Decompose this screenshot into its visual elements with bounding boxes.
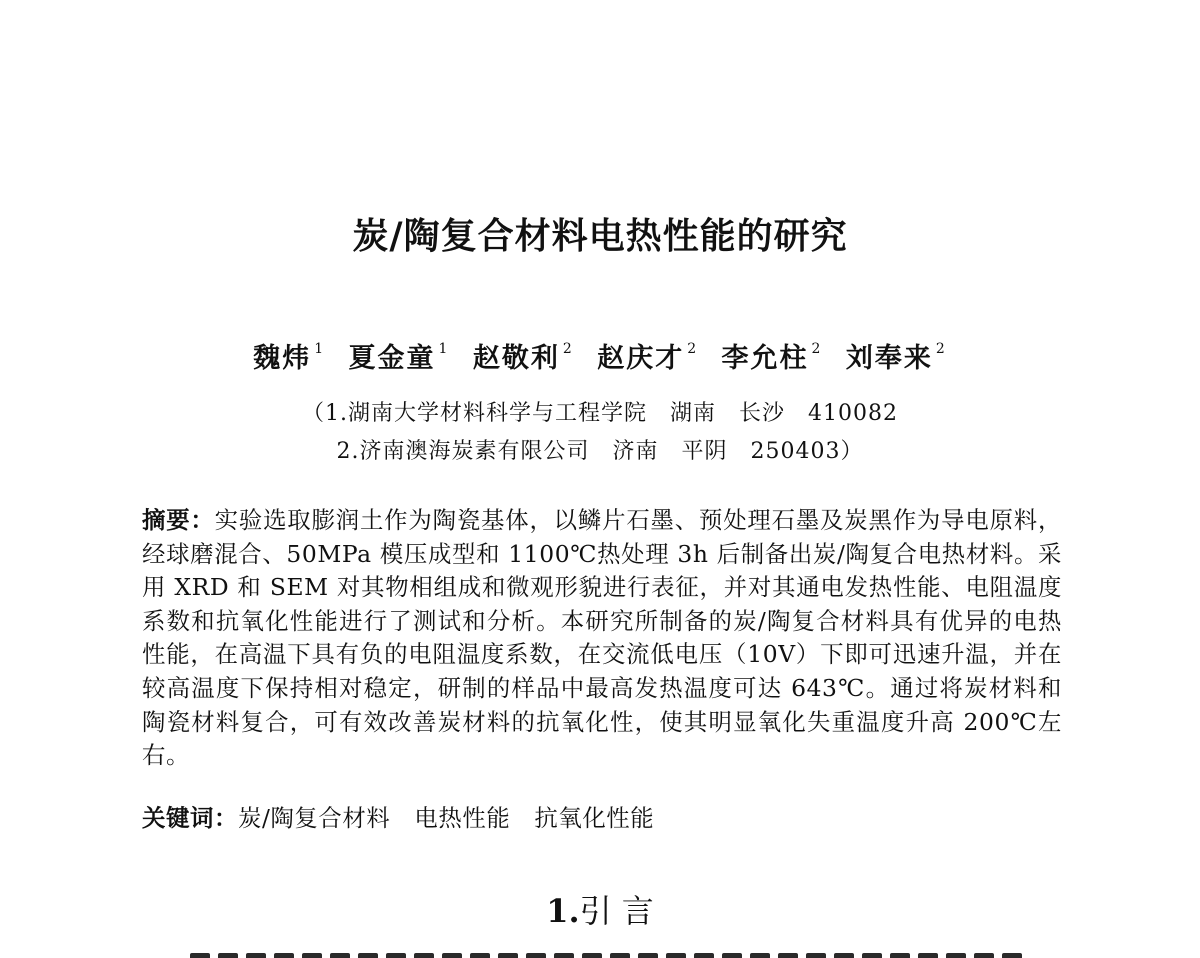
author (597, 343, 698, 374)
author-list (0, 336, 1200, 375)
author-name: 夏金童 (348, 343, 436, 374)
abstract (142, 504, 1062, 773)
keywords-text: 炭/陶复合材料 电热性能 抗氧化性能 (237, 804, 655, 832)
author-name: 李允柱 (721, 343, 809, 374)
keywords (142, 802, 1062, 836)
abstract-label: 摘要： (142, 506, 215, 534)
truncated-body-text (190, 944, 1060, 958)
author-name: 赵敬利 (472, 343, 560, 374)
author (253, 343, 325, 374)
author-affiliation-mark: 2 (935, 341, 947, 357)
author-affiliation-mark: 1 (438, 341, 450, 357)
section-number: 1. (546, 892, 580, 930)
affiliation-2: 2.济南澳海炭素有限公司 济南 平阴 250403） (336, 439, 864, 464)
section-heading (0, 886, 1200, 932)
author-affiliation-mark: 2 (562, 341, 574, 357)
section-title: 引 言 (579, 892, 654, 930)
keywords-label: 关键词： (142, 804, 238, 832)
abstract-text: 实验选取膨润土作为陶瓷基体，以鳞片石墨、预处理石墨及炭黑作为导电原料，经球磨混合、50MPa 模压成型和 1100℃热处理 3h 后制备出炭/陶复合电热材料。采用 XRD 和 SEM 对其物相组成和微观形貌进行表征，并对其通电发热性能、电阻温度系数和抗氧化性能进行了测试和分析。本研究所制备的炭/陶复合材料具有优异的电热性能，在高温下具有负的电阻温度系数，在交流低电压（10V）下即可迅速升温，并在较高温度下保持相对稳定，研制的样品中最高发热温度可达 643℃。通过将炭材料和陶瓷材料复合，可有效改善炭材料的抗氧化性，使其明显氧化失重温度升高 200℃左右。 (142, 506, 1062, 770)
affiliation-1: （1.湖南大学材料科学与工程学院 湖南 长沙 410082 (302, 401, 898, 426)
author-name: 赵庆才 (597, 343, 685, 374)
author (722, 343, 823, 374)
author (473, 343, 574, 374)
author-affiliation-mark: 2 (687, 341, 699, 357)
author-affiliation-mark: 1 (314, 341, 326, 357)
author-name: 刘奉来 (845, 343, 933, 374)
author (349, 343, 450, 374)
author (846, 343, 947, 374)
author-name: 魏炜 (253, 343, 312, 374)
paper-title: 炭/陶复合材料电热性能的研究 (352, 215, 848, 257)
author-affiliation-mark: 2 (811, 341, 823, 357)
